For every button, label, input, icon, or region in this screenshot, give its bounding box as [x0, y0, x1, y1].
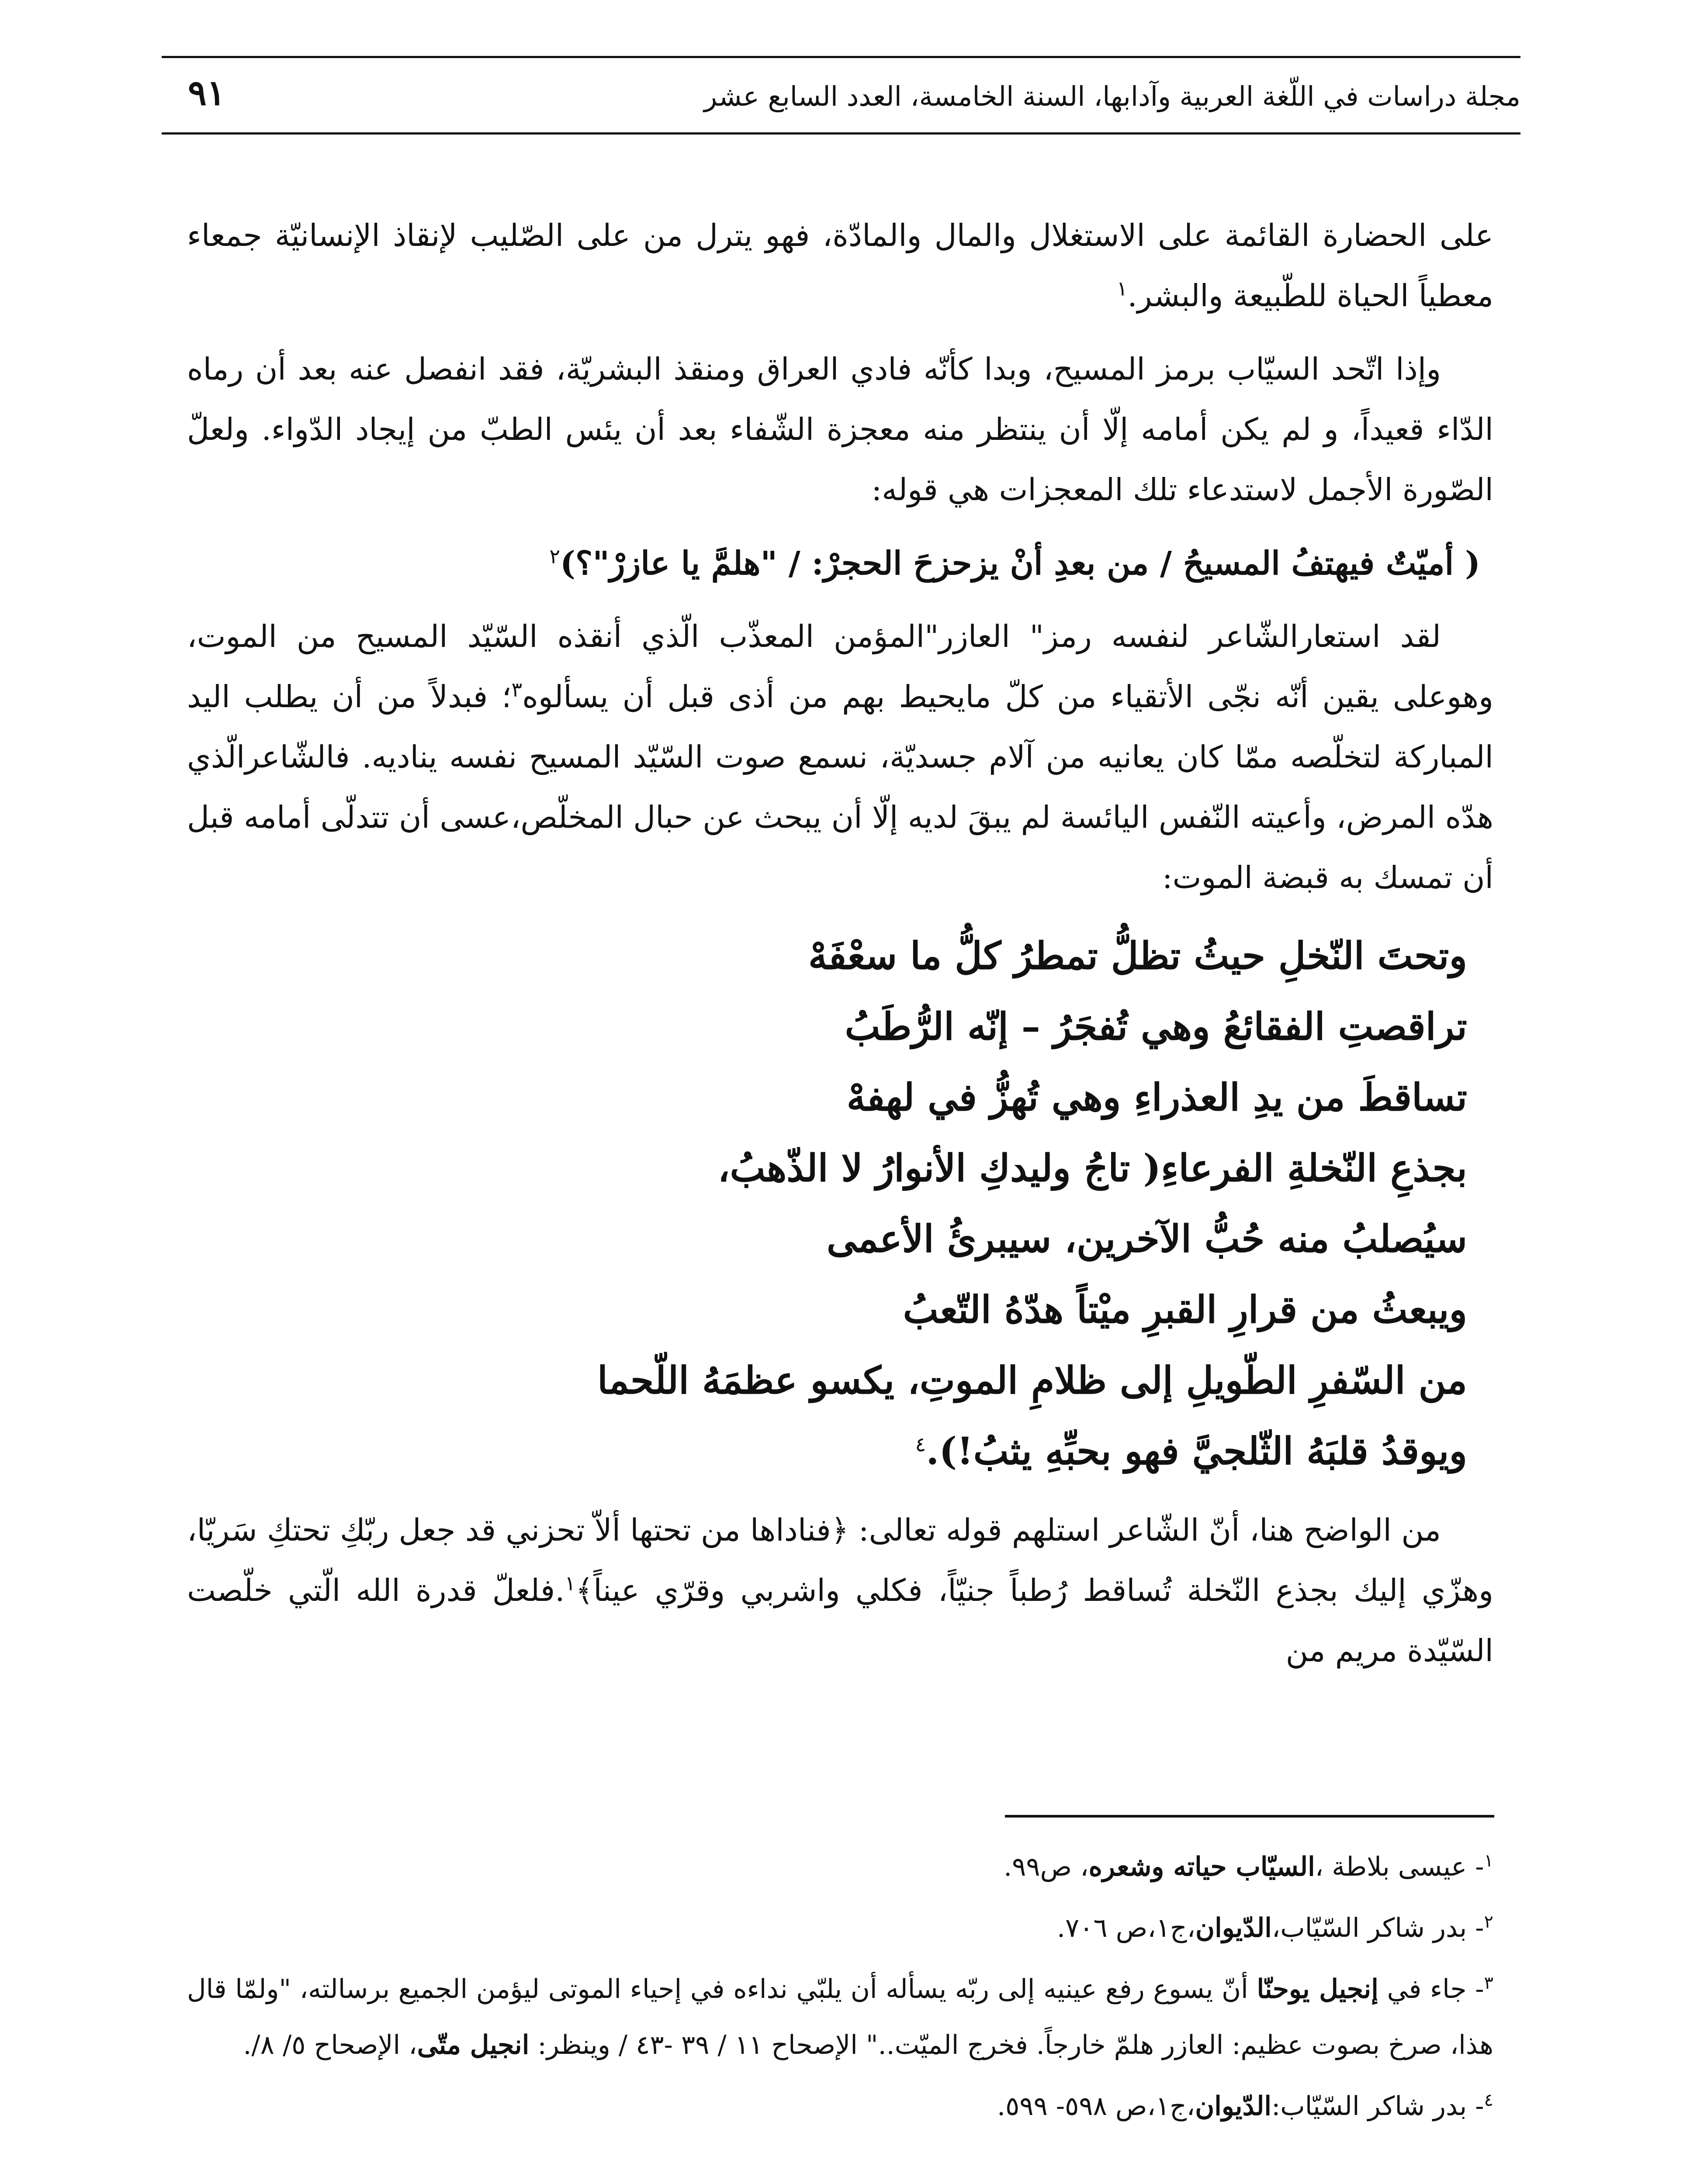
footnote-ref-1[interactable]: ١: [1116, 276, 1128, 301]
footnote-ref-4[interactable]: ٤: [915, 1432, 926, 1456]
paragraph-3: لقد استعارالشّاعر لنفسه رمز" العازر"المؤمن المعذّب الّذي أنقذه السّيّد المسيح من الموت، وهوعلى يقين أنّه نجّى الأتقياء من كلّ مايحيط بهم من أذى قبل أن يسألوه$^٣$؛ فبدلاً من أن يطلب اليد المباركة لتخلّصه ممّا كان يعانيه من آلام جسديّة، نسمع صوت السّيّد المسيح نفسه يناديه. فالشّاعرالّذي هدّه المرض، وأعيته النّفس اليائسة لم يبقَ لديه إلّا أن يبحث عن حبال المخلّص،عسى أن تتدلّى أمامه قبل أن تمسك به قبضة الموت:: [187, 619, 1493, 895]
page-header: [162, 56, 1520, 135]
paragraph-2: وإذا اتّحد السيّاب برمز المسيح، وبدا كأنّه فادي العراق ومنقذ البشريّة، فقد انفصل عنه بعد أن رماه الدّاء قعيداً، و لم يكن أمامه إلّا أن ينتظر منه معجزة الشّفاء بعد أن يئس الطبّ من إيجاد الدّواء. ولعلّ الصّورة الأجمل لاستدعاء تلك المعجزات هي قوله:: [187, 351, 1493, 508]
paragraph-4: من الواضح هنا، أنّ الشّاعر استلهم قوله تعالى: ﴿فناداها من تحتها ألاّ تحزني قد جعل ربّكِ تحتكِ سَريّا، وهزّي إليك بجذع النّخلة تُساقط رُطباً جنيّاً، فكلي واشربي وقرّي عيناً﴾$^١$.فلعلّ قدرة الله الّتي خلّصت السّيّدة مريم من: [187, 1512, 1493, 1669]
footnote-4: $^٤$- بدر شاكر السّيّاب:الدّيوان،ج١،ص ٥٩٨- ٥٩٩.: [997, 2090, 1493, 2122]
poem-line-last: ويوقدُ قلبَهُ الثّلجيَّ فهو بحبِّهِ يثبُ!).$^٤$: [915, 1429, 1467, 1473]
paragraph-1: على الحضارة القائمة على الاستغلال والمال والمادّة، فهو يترل من على الصّليب لإنقاذ الإنسانيّة جمعاء معطياً الحياة للطّبيعة والبشر.$^١$: [187, 218, 1493, 314]
footnote-2: $^٢$- بدر شاكر السّيّاب،الدّيوان،ج١،ص ٧٠٦.: [1056, 1912, 1493, 1943]
poem-line: تراقصتِ الفقائعُ وهي تُفجَرُ – إنّه الرُّطَبُ: [845, 1005, 1467, 1049]
footnote-ref-3[interactable]: ٣: [511, 677, 523, 702]
footnotes: [187, 1839, 1493, 2139]
footnote-separator: [1005, 1815, 1494, 1818]
footnote-ref-quran[interactable]: ١: [564, 1571, 576, 1595]
header-bottom-rule: [162, 132, 1520, 135]
journal-title: مجلة دراسات في اللّغة العربية وآدابها، السنة الخامسة، العدد السابع عشر: [704, 80, 1520, 112]
poem-line: تساقطَ من يدِ العذراءِ وهي تُهزُّ في لهفهْ: [846, 1075, 1467, 1120]
poem-line: من السّفرِ الطّويلِ إلى ظلامِ الموتِ، يكسو عظمَهُ اللّحما: [597, 1358, 1467, 1403]
poem-line: وتحتَ النّخلِ حيثُ تظلُّ تمطرُ كلُّ ما سعْفَهْ: [808, 934, 1467, 978]
poem-line: بجذعِ النّخلةِ الفرعاءِ( تاجُ وليدكِ الأنوارُ لا الذّهبُ،: [717, 1146, 1467, 1190]
page-number: ٩١: [188, 72, 225, 113]
poem-line: سيُصلبُ منه حُبُّ الآخرين، سيبرئُ الأعمى: [826, 1217, 1467, 1261]
poem-line: ويبعثُ من قرارِ القبرِ ميْتاً هدّهُ التّعبُ: [903, 1288, 1467, 1332]
header-top-rule: [162, 56, 1520, 58]
poem-block: [187, 921, 1493, 1487]
footnote-3: $^٣$- جاء في إنجيل يوحنّا أنّ يسوع رفع عينيه إلى ربّه يسأله أن يلبّي نداءه في إحياء الموتى ليؤمن الجميع برسالته، "ولمّا قال هذا، صرخ بصوت عظيم: العازر هلمّ خارجاً. فخرج الميّت.." الإصحاح ١١ / ٣٩ -٤٣ / وينظر: انجيل متّى، الإصحاح ٥/ ٨/.: [187, 1973, 1494, 2060]
article-body: [187, 205, 1493, 1694]
footnote-1: $^١$- عيسى بلاطة ،السيّاب حياته وشعره، ص٩٩.: [1004, 1851, 1493, 1882]
footnote-ref-2[interactable]: ٢: [549, 544, 561, 568]
quoted-verse: ( أميّتٌ فيهتفُ المسيحُ / من بعدِ أنْ يزحزحَ الحجرْ: / "هلمَّ يا عازرْ"؟)$^٢$: [549, 544, 1480, 582]
